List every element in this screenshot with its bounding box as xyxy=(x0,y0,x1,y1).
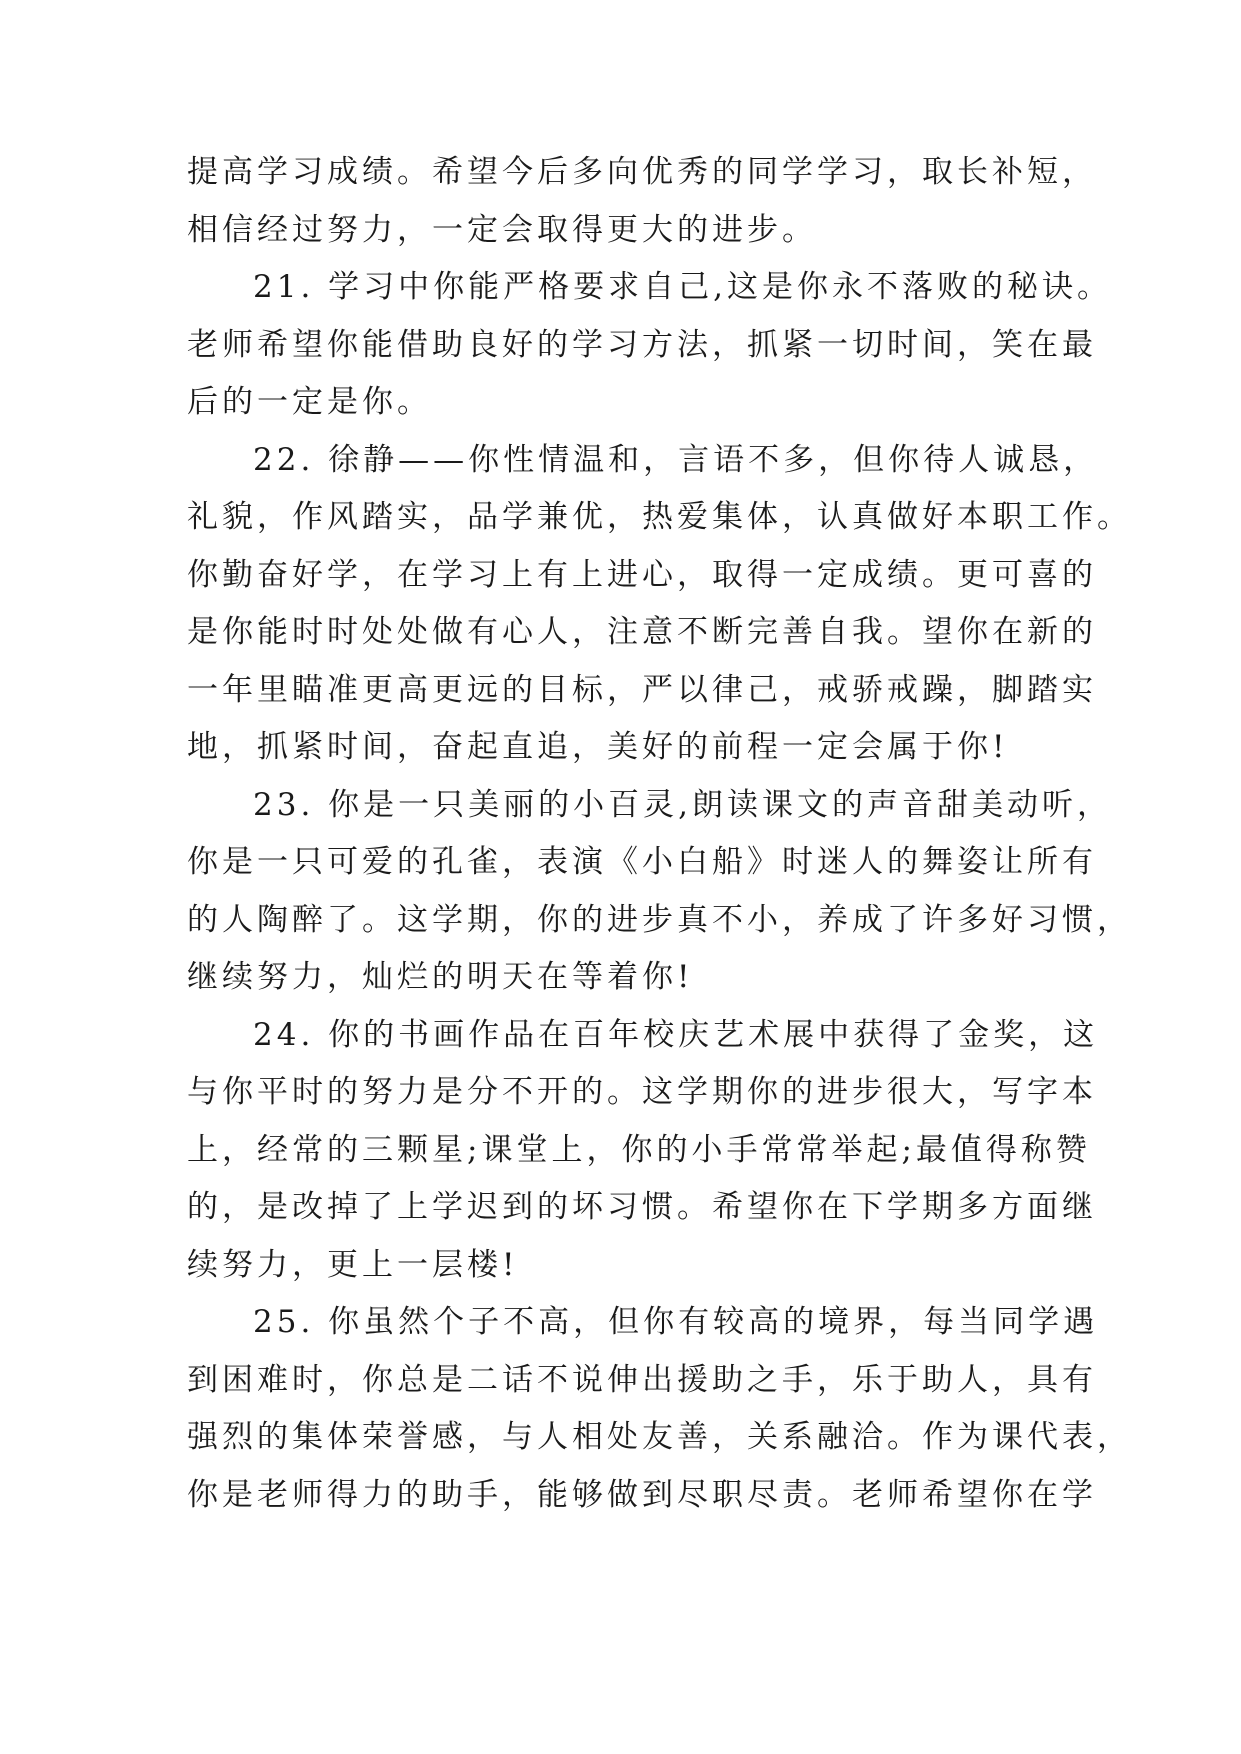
body-text-line: 是你能时时处处做有心人，注意不断完善自我。望你在新的 xyxy=(187,614,1097,650)
body-text-line: 的，是改掉了上学迟到的坏习惯。希望你在下学期多方面继 xyxy=(187,1189,1097,1225)
paragraph-23-first-line: 23. 你是一只美丽的小百灵,朗读课文的声音甜美动听， xyxy=(253,787,1113,823)
body-text-line: 续努力，更上一层楼! xyxy=(187,1247,519,1283)
body-text-line: 强烈的集体荣誉感，与人相处友善，关系融洽。作为课代表， xyxy=(187,1419,1132,1455)
paragraph-24-first-line: 24. 你的书画作品在百年校庆艺术展中获得了金奖，这 xyxy=(253,1017,1099,1053)
body-text-line: 你勤奋好学，在学习上有上进心，取得一定成绩。更可喜的 xyxy=(187,557,1097,593)
paragraph-22-first-line: 22. 徐静——你性情温和，言语不多，但你待人诚恳， xyxy=(253,442,1099,478)
body-text-line: 到困难时，你总是二话不说伸出援助之手，乐于助人，具有 xyxy=(187,1362,1097,1398)
body-text-line: 上，经常的三颗星;课堂上，你的小手常常举起;最值得称赞 xyxy=(187,1132,1091,1168)
body-text-line: 相信经过努力，一定会取得更大的进步。 xyxy=(187,212,817,248)
body-text-line: 后的一定是你。 xyxy=(187,384,432,420)
body-text-line: 与你平时的努力是分不开的。这学期你的进步很大，写字本 xyxy=(187,1074,1097,1110)
body-text-line: 老师希望你能借助良好的学习方法，抓紧一切时间，笑在最 xyxy=(187,327,1097,363)
body-text-line: 一年里瞄准更高更远的目标，严以律己，戒骄戒躁，脚踏实 xyxy=(187,672,1097,708)
body-text-line: 的人陶醉了。这学期，你的进步真不小，养成了许多好习惯， xyxy=(187,902,1132,938)
body-text-line: 提高学习成绩。希望今后多向优秀的同学学习，取长补短， xyxy=(187,154,1097,190)
paragraph-25-first-line: 25. 你虽然个子不高，但你有较高的境界，每当同学遇 xyxy=(253,1304,1099,1340)
body-text-line: 继续努力，灿烂的明天在等着你! xyxy=(187,959,694,995)
body-text-line: 你是一只可爱的孔雀，表演《小白船》时迷人的舞姿让所有 xyxy=(187,844,1097,880)
body-text-line: 地，抓紧时间，奋起直追，美好的前程一定会属于你! xyxy=(187,729,1009,765)
body-text-line: 你是老师得力的助手，能够做到尽职尽责。老师希望你在学 xyxy=(187,1477,1097,1513)
body-text-line: 礼貌，作风踏实，品学兼优，热爱集体，认真做好本职工作。 xyxy=(187,499,1132,535)
paragraph-21-first-line: 21. 学习中你能严格要求自己,这是你永不落败的秘诀。 xyxy=(253,269,1113,305)
